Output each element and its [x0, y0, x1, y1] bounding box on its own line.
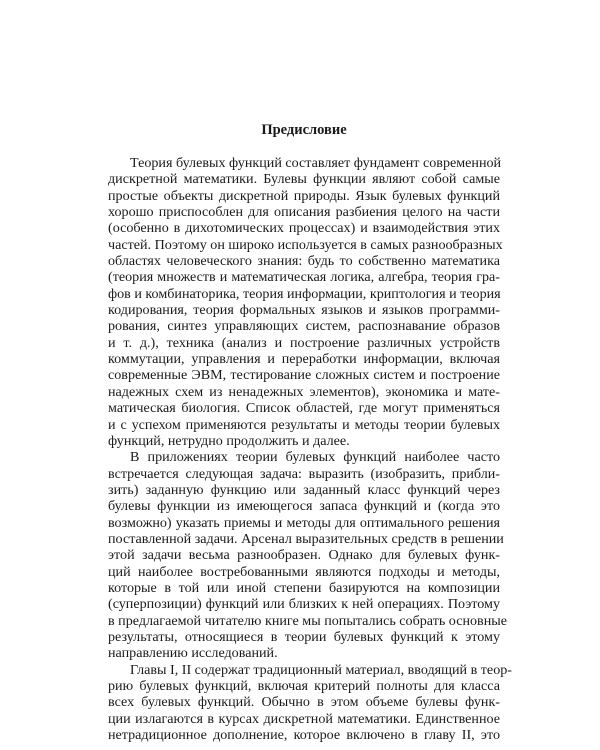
text-line: и т. д.), техника (анализ и построение различных устройств — [108, 334, 500, 351]
text-line: нетрадиционное дополнение, которое включено в главу II, это — [108, 727, 500, 744]
text-line: и с успехом применяются результаты и методы теории булевых — [108, 416, 500, 433]
text-line: Главы I, II содержат традиционный материал, вводящий в теор- — [130, 661, 512, 678]
text-line: кодирования, теория формальных языков и языков программи- — [108, 302, 500, 319]
text-line: матическая биология. Список областей, где могут применяться — [108, 400, 500, 417]
text-line: которые в той или иной степени базируются на композиции — [108, 579, 500, 596]
text-line: этой задачи весьма разнообразен. Однако для булевых функ- — [108, 547, 500, 564]
body-text — [108, 155, 512, 744]
text-line: простые объекты дискретной природы. Язык булевых функций — [108, 187, 500, 204]
text-line: фов и комбинаторика, теория информации, криптология и теория — [108, 285, 501, 302]
text-line: функций, нетрудно продолжить и далее. — [108, 432, 350, 449]
text-line: надежных схем из ненадежных элементов), экономика и мате- — [108, 383, 500, 400]
paragraph-2 — [108, 449, 507, 662]
text-line: (суперпозиции) функций или близких к ней операциях. Поэтому — [108, 596, 500, 613]
page-title: Предисловие — [261, 122, 347, 138]
text-line: результаты, относящиеся в теории булевых функций к этому — [108, 628, 500, 645]
paragraph-3 — [108, 661, 512, 744]
text-line: дискретной математики. Булевы функции являют собой самые — [108, 171, 500, 188]
text-line: ций наиболее востребованными являются подходы и методы, — [108, 563, 500, 580]
text-line: ции излагаются в курсах дискретной математики. Единственное — [108, 710, 500, 727]
text-line: хорошо приспособлен для описания разбиения целого на части — [108, 204, 500, 221]
text-line: булевы функции из имеющегося запаса функций и (когда это — [108, 498, 500, 515]
text-line: В приложениях теории булевых функций наиболее часто — [130, 449, 500, 466]
text-line: возможно) указать приемы и методы для оптимального решения — [108, 514, 500, 531]
paragraph-1 — [108, 155, 503, 449]
text-line: (особенно в дихотомических процессах) и взаимодействия этих — [108, 220, 500, 237]
text-line: коммутации, управления и переработки информации, включая — [108, 351, 500, 368]
text-line: встречается следующая задача: выразить (изобразить, прибли- — [108, 465, 500, 482]
text-line: Теория булевых функций составляет фундамент современной — [130, 155, 502, 171]
text-line: (теория множеств и математическая логика, алгебра, теория гра- — [108, 269, 500, 286]
text-line: частей. Поэтому он широко используется в самых разнообразных — [108, 236, 503, 253]
text-line: рования, синтез управляющих систем, распознавание образов — [108, 318, 500, 335]
text-line: областях человеческого знания: будь то собственно математика — [108, 253, 500, 270]
text-line: современные ЭВМ, тестирование сложных систем и построение — [108, 367, 500, 384]
text-line: зить) заданную функцию или заданный класс функций через — [108, 481, 500, 498]
text-line: в предлагаемой читателю книге мы попытались собрать основные — [108, 612, 507, 629]
text-line: всех булевых функций. Обычно в этом объеме булевы функ- — [108, 694, 500, 711]
text-line: направлению исследований. — [108, 645, 278, 662]
text-line: рию булевых функций, включая критерий полноты для класса — [108, 678, 500, 694]
text-line: поставленной задачи. Арсенал выразительных средств в решении — [108, 530, 504, 547]
